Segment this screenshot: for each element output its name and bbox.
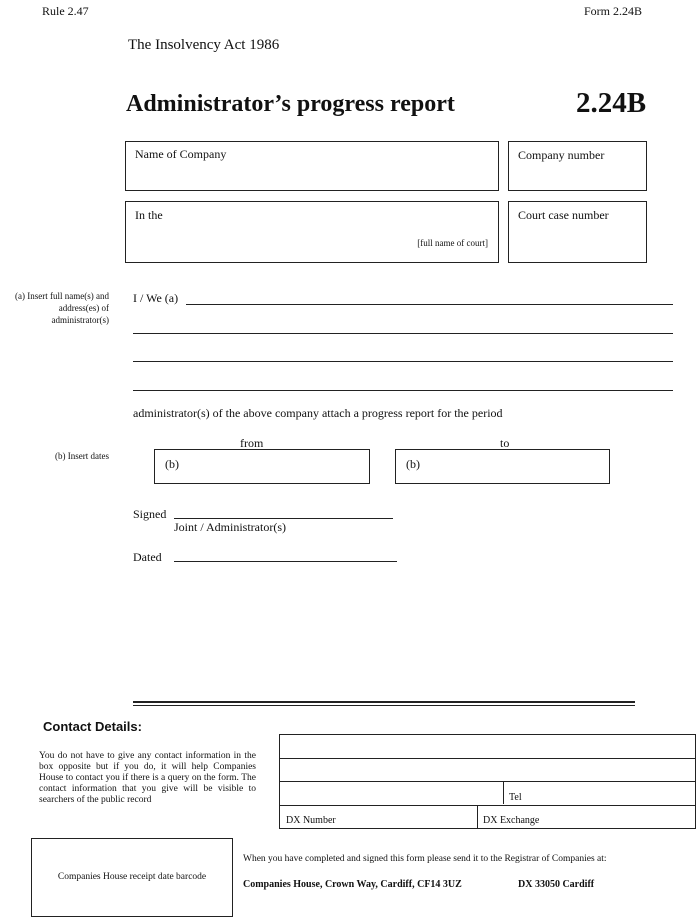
margin-note-b: (b) Insert dates [55, 451, 109, 461]
court-case-label: Court case number [518, 208, 609, 222]
form-number: Form 2.24B [584, 4, 643, 18]
court-name-box[interactable] [125, 201, 499, 263]
barcode-label: Companies House receipt date barcode [57, 872, 207, 882]
iwe-label: I / We (a) [133, 291, 179, 305]
contact-line-3 [280, 805, 695, 806]
to-date-value: (b) [406, 457, 420, 471]
signer-role: Joint / Administrator(s) [174, 520, 286, 534]
form-code: 2.24B [576, 87, 647, 119]
from-date-value: (b) [165, 457, 179, 471]
contact-info-box[interactable] [279, 734, 696, 829]
registrar-dx: DX 33050 Cardiff [518, 879, 595, 890]
contact-heading: Contact Details: [43, 719, 142, 734]
dx-divider [477, 805, 478, 829]
margin-note-a: (a) Insert full name(s) and address(es) of administrator(s) [15, 291, 109, 325]
act-name: The Insolvency Act 1986 [128, 37, 280, 53]
dated-label: Dated [133, 550, 162, 564]
dx-number-label: DX Number [286, 815, 336, 826]
from-date-box[interactable] [154, 449, 370, 484]
signature-line[interactable] [174, 518, 393, 519]
period-statement: administrator(s) of the above company attach a progress report for the period [133, 406, 503, 420]
barcode-box [31, 838, 233, 917]
company-name-label: Name of Company [135, 147, 227, 161]
signed-label: Signed [133, 507, 167, 521]
administrator-address-line-2[interactable] [133, 361, 673, 362]
registrar-address: Companies House, Crown Way, Cardiff, CF14 3UZ [243, 879, 462, 890]
company-number-label: Company number [518, 148, 605, 162]
tel-label: Tel [509, 792, 522, 803]
dx-exchange-label: DX Exchange [483, 815, 540, 826]
company-name-box[interactable] [125, 141, 499, 191]
court-hint: [full name of court] [417, 238, 488, 248]
administrator-address-line-1[interactable] [133, 333, 673, 334]
contact-line-2 [280, 781, 695, 782]
from-label: from [240, 436, 264, 450]
send-instruction: When you have completed and signed this form please send it to the Registrar of Companies at: [243, 854, 607, 864]
contact-line-1 [280, 758, 695, 759]
rule-number: Rule 2.47 [42, 4, 89, 18]
separator-rule-top [133, 701, 635, 703]
to-date-box[interactable] [395, 449, 610, 484]
company-number-box[interactable] [508, 141, 647, 191]
date-line[interactable] [174, 561, 397, 562]
court-case-number-box[interactable] [508, 201, 647, 263]
page-title: Administrator’s progress report [126, 91, 455, 117]
separator-rule-bottom [133, 705, 635, 706]
in-the-label: In the [135, 208, 163, 222]
to-label: to [500, 436, 510, 450]
administrator-address-line-3[interactable] [133, 390, 673, 391]
administrator-name-line[interactable] [186, 304, 673, 305]
tel-divider [503, 781, 504, 804]
contact-note: You do not have to give any contact information in the box opposite but if you do, it will help Companies House to contact you if there is a query on the form. The contact information that you give will be visible to searchers of the public record [39, 751, 256, 805]
